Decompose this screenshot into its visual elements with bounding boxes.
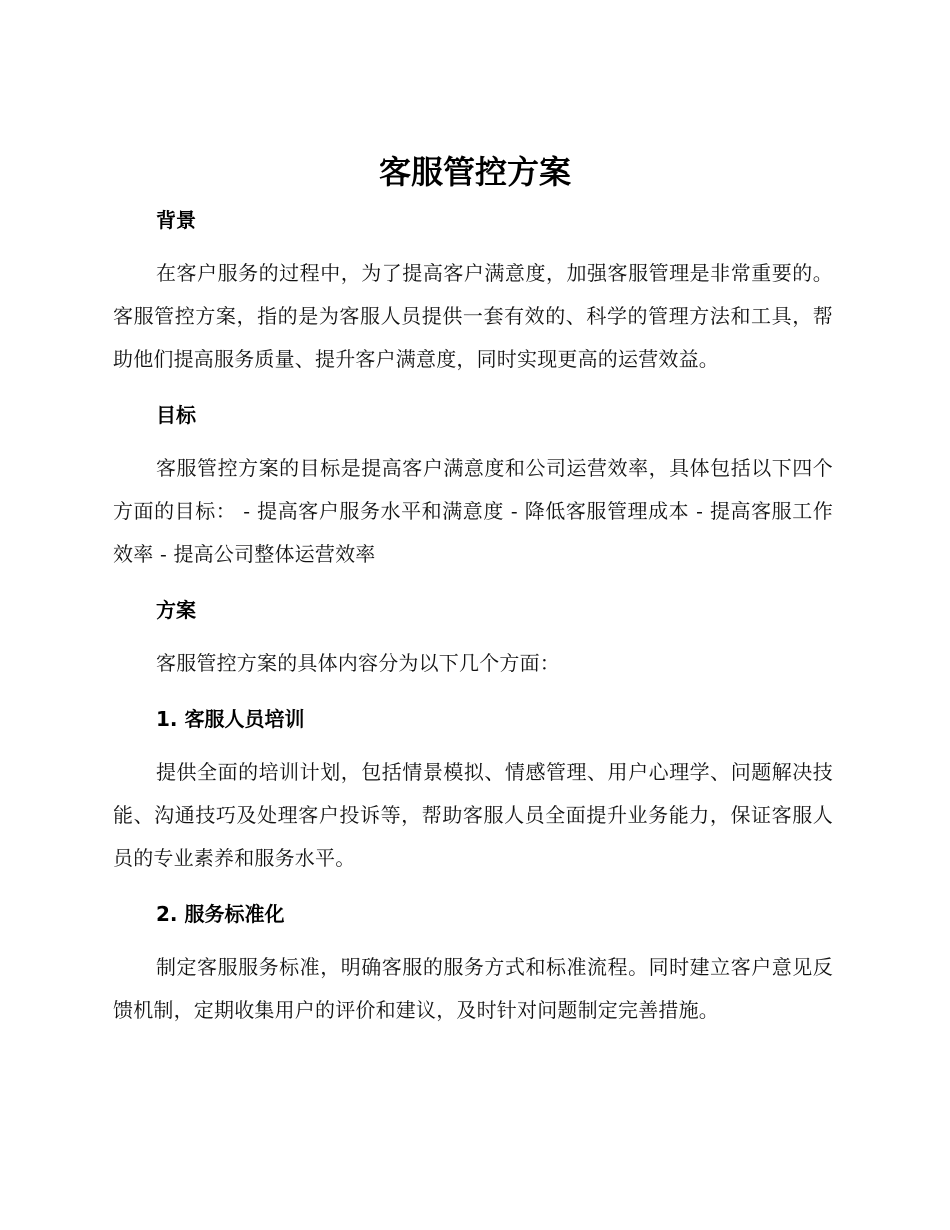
section-heading-background: 背景 <box>156 208 196 232</box>
section-heading-standardization: 2. 服务标准化 <box>156 902 285 926</box>
section-paragraph-goals: 客服管控方案的目标是提高客户满意度和公司运营效率，具体包括以下四个方面的目标： - 提高客户服务水平和满意度 - 降低客服管理成本 - 提高客服工作效率 - 提高公司整体运营效率 <box>113 456 833 566</box>
section-paragraph-background: 在客户服务的过程中，为了提高客户满意度，加强客服管理是非常重要的。客服管控方案，指的是为客服人员提供一套有效的、科学的管理方法和工具，帮助他们提高服务质量、提升客户满意度，同时实现更高的运营效益。 <box>113 261 833 371</box>
document-body <box>113 200 833 1032</box>
document-title: 客服管控方案 <box>378 153 571 191</box>
section-paragraph-plan: 客服管控方案的具体内容分为以下几个方面： <box>156 651 560 675</box>
section-paragraph-standardization: 制定客服服务标准，明确客服的服务方式和标准流程。同时建立客户意见反馈机制，定期收集用户的评价和建议，及时针对问题制定完善措施。 <box>113 955 833 1022</box>
section-heading-training: 1. 客服人员培训 <box>156 707 305 731</box>
section-heading-plan: 方案 <box>156 598 196 622</box>
section-heading-goals: 目标 <box>156 403 196 427</box>
section-paragraph-training: 提供全面的培训计划，包括情景模拟、情感管理、用户心理学、问题解决技能、沟通技巧及处理客户投诉等，帮助客服人员全面提升业务能力，保证客服人员的专业素养和服务水平。 <box>113 760 833 870</box>
